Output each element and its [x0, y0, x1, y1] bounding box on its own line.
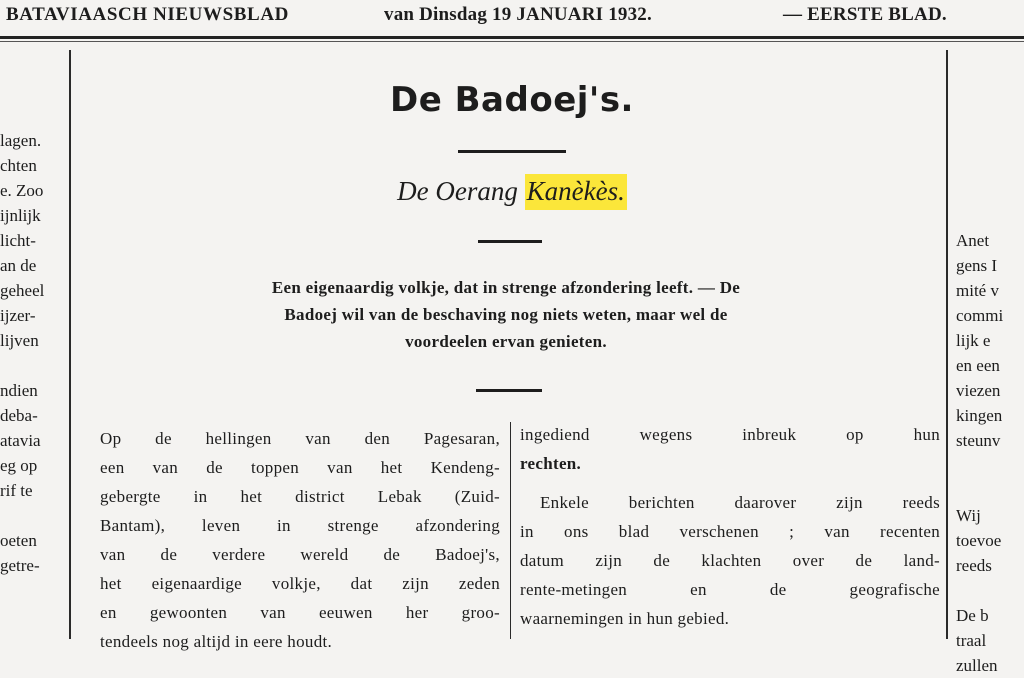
article-subhead	[0, 176, 1024, 207]
paper-name: BATAVIAASCH NIEUWSBLAD	[6, 4, 289, 25]
text-line: commi	[956, 306, 1004, 325]
body-line: Bantam), leven in strenge afzondering	[100, 516, 500, 535]
masthead-rule	[0, 36, 1024, 39]
body-line: het eigenaardige volkje, dat zijn zeden	[100, 574, 500, 593]
text-line: chten	[0, 156, 37, 175]
text-line: lijven	[0, 331, 39, 350]
text-line: geheel	[0, 281, 45, 300]
text-line: steunv	[956, 431, 1001, 450]
text-line	[956, 153, 1003, 178]
text-line: toevoe	[956, 531, 1002, 550]
text-line: ndien	[0, 381, 38, 400]
article-lead	[130, 274, 882, 355]
body-line: en gewoonten van eeuwen her groo-	[100, 603, 500, 622]
lead-line: Een eigenaardig volkje, dat in strenge afzondering leeft. — De	[271, 278, 741, 297]
text-line: zullen	[956, 656, 998, 675]
text-line: deba-	[0, 406, 38, 425]
article-column-1	[100, 424, 500, 656]
text-line: getre-	[0, 556, 40, 575]
text-line: ijzer-	[0, 306, 36, 325]
lead-line: Badoej wil van de beschaving nog niets weten, maar wel de	[284, 305, 728, 324]
text-line: mité v	[956, 281, 999, 300]
text-line: Wij	[956, 506, 981, 525]
body-line: in ons blad verschenen ; van recenten	[520, 522, 940, 541]
body-line: rente-metingen en de geografische	[520, 580, 940, 599]
body-line: van de verdere wereld de Badoej's,	[100, 545, 500, 564]
text-line: atavia	[0, 431, 41, 450]
text-line	[956, 128, 1003, 153]
body-line: tendeels nog altijd in eere houdt.	[100, 632, 333, 651]
body-line: Enkele berichten daarover zijn reeds	[540, 493, 940, 512]
page-section: — EERSTE BLAD.	[783, 4, 947, 25]
lead-line: voordeelen ervan genieten.	[405, 332, 607, 351]
body-line: rechten.	[520, 454, 582, 473]
headline-rule	[458, 150, 566, 153]
text-line: en een	[956, 356, 1000, 375]
subhead-text: De Oerang	[397, 176, 525, 206]
text-line: rif te	[0, 481, 33, 500]
text-line	[0, 353, 44, 378]
text-line: ijnlijk	[0, 206, 41, 225]
text-line: eg op	[0, 456, 38, 475]
column-divider-left	[69, 50, 71, 639]
text-line: gens I	[956, 256, 998, 275]
text-line: lijk e	[956, 331, 991, 350]
right-column-fragment	[956, 128, 1003, 678]
text-line: De b	[956, 606, 989, 625]
text-line	[956, 453, 1003, 478]
text-line	[956, 578, 1003, 603]
masthead	[0, 0, 1024, 36]
text-line: Anet	[956, 231, 990, 250]
text-line: e. Zoo	[0, 181, 44, 200]
subhead-highlight: Kanèkès.	[525, 174, 627, 210]
text-line: oeten	[0, 531, 37, 550]
body-line: gebergte in het district Lebak (Zuid-	[100, 487, 500, 506]
article-headline: De Badoej's.	[390, 80, 634, 120]
text-line: an de	[0, 256, 37, 275]
text-line: reeds	[956, 556, 992, 575]
text-line: traal	[956, 631, 987, 650]
text-line: lagen.	[0, 131, 42, 150]
body-line: een van de toppen van het Kendeng-	[100, 458, 500, 477]
text-line	[956, 478, 1003, 503]
text-line: licht-	[0, 231, 36, 250]
text-line: viezen	[956, 381, 1001, 400]
text-line	[0, 503, 44, 528]
body-line: ingediend wegens inbreuk op hun	[520, 425, 940, 444]
column-divider-right	[946, 50, 948, 639]
subhead-rule	[478, 240, 542, 243]
body-line: datum zijn de klachten over de land-	[520, 551, 940, 570]
masthead-rule-thin	[0, 41, 1024, 42]
body-line: Op de hellingen van den Pagesaran,	[100, 429, 500, 448]
article-column-2	[520, 420, 940, 633]
column-divider-middle	[510, 422, 511, 639]
body-line: waarnemingen in hun gebied.	[520, 609, 730, 628]
text-line: kingen	[956, 406, 1003, 425]
lead-rule	[476, 389, 542, 392]
issue-date: van Dinsdag 19 JANUARI 1932.	[384, 4, 652, 25]
